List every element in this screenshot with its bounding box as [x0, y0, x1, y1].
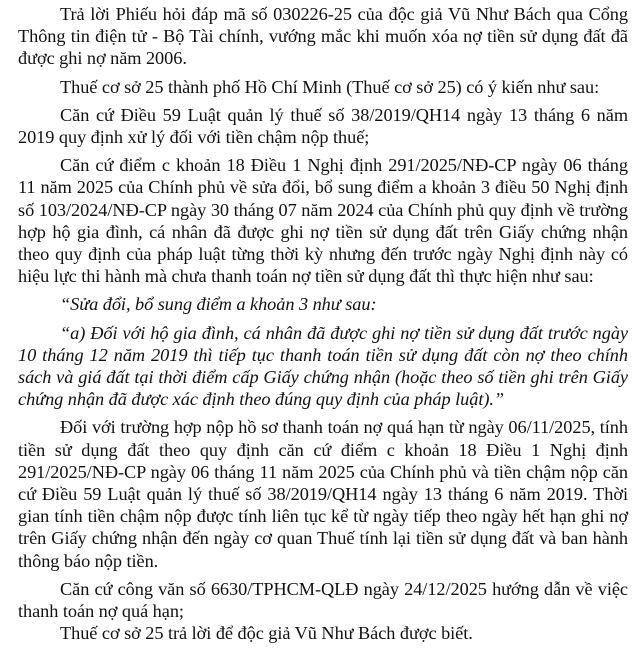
- reply-intro-paragraph: Trả lời Phiếu hỏi đáp mã số 030226-25 của độc giả Vũ Như Bách qua Cổng Thông tin điện tử - Bộ Tài chính, vướng mắc khi muốn xóa nợ tiền sử dụng đất đã được ghi nợ năm 2006.: [18, 4, 628, 69]
- overdue-payment-paragraph: Đối với trường hợp nộp hồ sơ thanh toán nợ quá hạn từ ngày 06/11/2025, tính tiền sử dụng đất theo quy định căn cứ điểm c khoản 18 Điều 1 Nghị định 291/2025/NĐ-CP ngày 06 tháng 11 năm 2025 của Chính phủ và tiền chậm nộp căn cứ Điều 59 Luật quản lý thuế số 38/2019/QH14 ngày 13 tháng 6 năm 2019. Thời gian tính tiền chậm nộp được tính liên tục kể từ ngày tiếp theo ngày hết hạn ghi nợ trên Giấy chứng nhận đến ngày cơ quan Thuế tính lại tiền sử dụng đất và ban hành thông báo nộp tiền.: [18, 417, 628, 571]
- closing-paragraph: Thuế cơ sở 25 trả lời để độc giả Vũ Như Bách được biết.: [60, 623, 473, 644]
- quote-heading: “Sửa đổi, bổ sung điểm a khoản 3 như sau:: [60, 294, 377, 315]
- official-letter-paragraph: Căn cứ công văn số 6630/TPHCM-QLĐ ngày 24/12/2025 hướng dẫn về việc thanh toán nợ quá hạn;: [18, 578, 628, 622]
- quote-body: “a) Đối với hộ gia đình, cá nhân đã được ghi nợ tiền sử dụng đất trước ngày 10 tháng 12 năm 2019 thì tiếp tục thanh toán tiền sử dụng đất còn nợ theo chính sách và giá đất tại thời điểm cấp Giấy chứng nhận (hoặc theo số tiền ghi trên Giấy chứng nhận đã được xác định theo đúng quy định của pháp luật).”: [18, 322, 628, 410]
- legal-basis-tax-law-paragraph: Căn cứ Điều 59 Luật quản lý thuế số 38/2019/QH14 ngày 13 tháng 6 năm 2019 quy định xử lý đối với tiền chậm nộp thuế;: [18, 104, 628, 148]
- opinion-intro-paragraph: Thuế cơ sở 25 thành phố Hồ Chí Minh (Thuế cơ sở 25) có ý kiến như sau:: [60, 76, 600, 97]
- legal-basis-decree-paragraph: Căn cứ điểm c khoản 18 Điều 1 Nghị định 291/2025/NĐ-CP ngày 06 tháng 11 năm 2025 của Chính phủ về sửa đổi, bổ sung điểm a khoản 3 điều 50 Nghị định số 103/2024/NĐ-CP ngày 30 tháng 07 năm 2024 của Chính phủ quy định về trường hợp hộ gia đình, cá nhân đã được ghi nợ tiền sử dụng đất trên Giấy chứng nhận theo quy định của pháp luật từng thời kỳ nhưng đến trước ngày Nghị định này có hiệu lực thi hành mà chưa thanh toán nợ tiền sử dụng đất thì thực hiện như sau:: [18, 155, 628, 287]
